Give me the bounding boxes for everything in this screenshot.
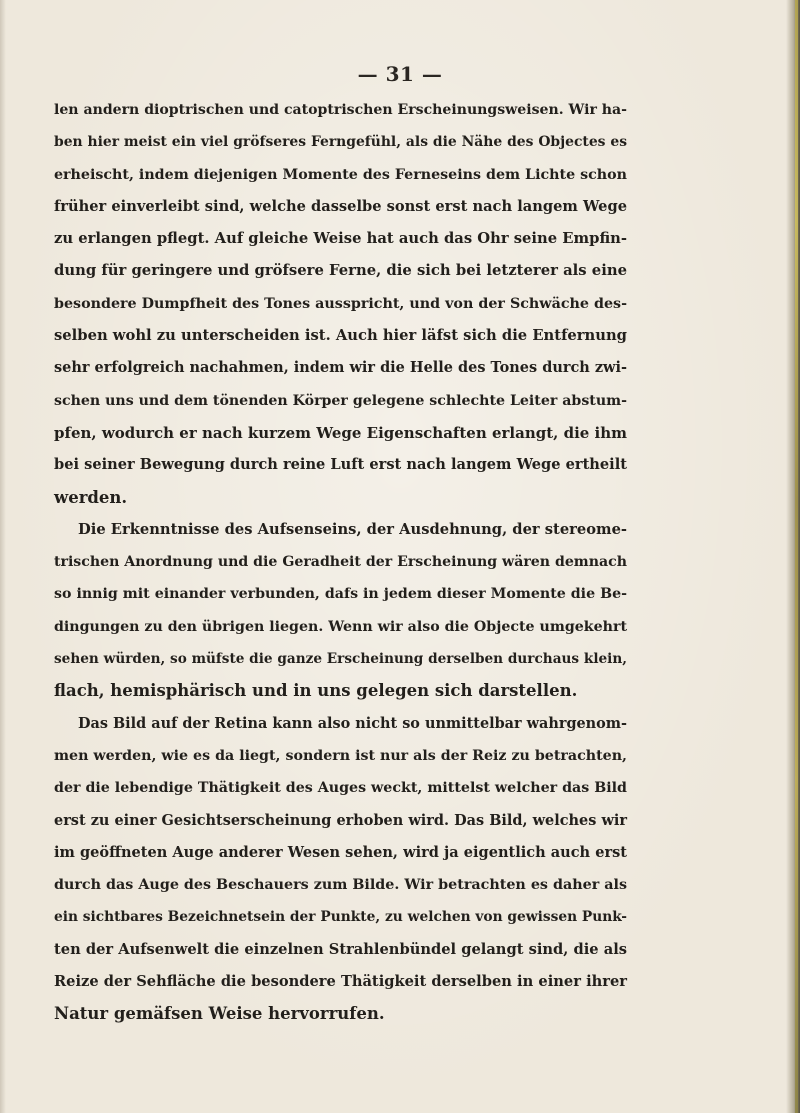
text-line: so innig mit einander verbunden, dafs in jedem dieser Momente die Be- <box>54 586 627 603</box>
page-number: — 31 — <box>357 62 443 86</box>
paragraph <box>54 514 627 708</box>
page-left-edge <box>0 0 6 1113</box>
text-line: sehr erfolgreich nachahmen, indem wir die Helle des Tones durch zwi- <box>54 359 627 377</box>
text-line: werden. <box>54 487 128 507</box>
paragraph <box>54 94 627 514</box>
text-line: besondere Dumpfheit des Tones ausspricht, und von der Schwäche des- <box>54 295 627 312</box>
text-line: trischen Anordnung und die Geradheit der Erscheinung wären demnach <box>54 554 627 571</box>
text-line: men werden, wie es da liegt, sondern ist nur als der Reiz zu betrachten, <box>54 747 627 764</box>
text-line: erst zu einer Gesichtserscheinung erhoben wird. Das Bild, welches wir <box>54 811 627 829</box>
text-line: Das Bild auf der Retina kann also nicht so unmittelbar wahrgenom- <box>78 714 627 732</box>
paragraph <box>54 708 627 1031</box>
text-line: erheischt, indem diejenigen Momente des Ferneseins dem Lichte schon <box>54 166 627 183</box>
text-line: ten der Aufsenwelt die einzelnen Strahlenbündel gelangt sind, die als <box>54 940 627 958</box>
text-line: durch das Auge des Beschauers zum Bilde. Wir betrachten es daher als <box>54 877 627 894</box>
text-line: flach, hemisphärisch und in uns gelegen sich darstellen. <box>54 681 578 701</box>
text-line: dingungen zu den übrigen liegen. Wenn wir also die Objecte umgekehrt <box>54 618 627 635</box>
text-line: ein sichtbares Bezeichnetsein der Punkte, zu welchen von gewissen Punk- <box>54 909 627 926</box>
text-line: früher einverleibt sind, welche dasselbe sonst erst nach langem Wege <box>54 197 627 215</box>
text-line: dung für geringere und gröfsere Ferne, die sich bei letzterer als eine <box>54 262 627 280</box>
text-line: ben hier meist ein viel gröfseres Ferngefühl, als die Nähe des Objectes es <box>54 134 627 151</box>
text-line: zu erlangen pflegt. Auf gleiche Weise hat auch das Ohr seine Empfin- <box>54 230 628 248</box>
text-line: schen uns und dem tönenden Körper gelegene schlechte Leiter abstum- <box>54 392 627 409</box>
text-line: selben wohl zu unterscheiden ist. Auch hier läfst sich die Entfernung <box>54 327 627 345</box>
text-line: Reize der Sehfläche die besondere Thätigkeit derselben in einer ihrer <box>54 973 627 991</box>
text-line: der die lebendige Thätigkeit des Auges weckt, mittelst welcher das Bild <box>54 780 627 797</box>
text-line: Die Erkenntnisse des Aufsenseins, der Ausdehnung, der stereome- <box>78 520 628 538</box>
text-line: bei seiner Bewegung durch reine Luft erst nach langem Wege ertheilt <box>54 456 627 474</box>
body-text <box>54 94 627 1031</box>
text-line: Natur gemäfsen Weise hervorrufen. <box>54 1004 385 1024</box>
text-line: pfen, wodurch er nach kurzem Wege Eigenschaften erlangt, die ihm <box>54 423 628 442</box>
text-line: im geöffneten Auge anderer Wesen sehen, wird ja eigentlich auch erst <box>54 843 627 861</box>
text-line: len andern dioptrischen und catoptrischen Erscheinungsweisen. Wir ha- <box>54 102 627 118</box>
page-right-edge-binding <box>786 0 800 1113</box>
text-line: sehen würden, so müfste die ganze Erscheinung derselben durchaus klein, <box>54 651 627 668</box>
